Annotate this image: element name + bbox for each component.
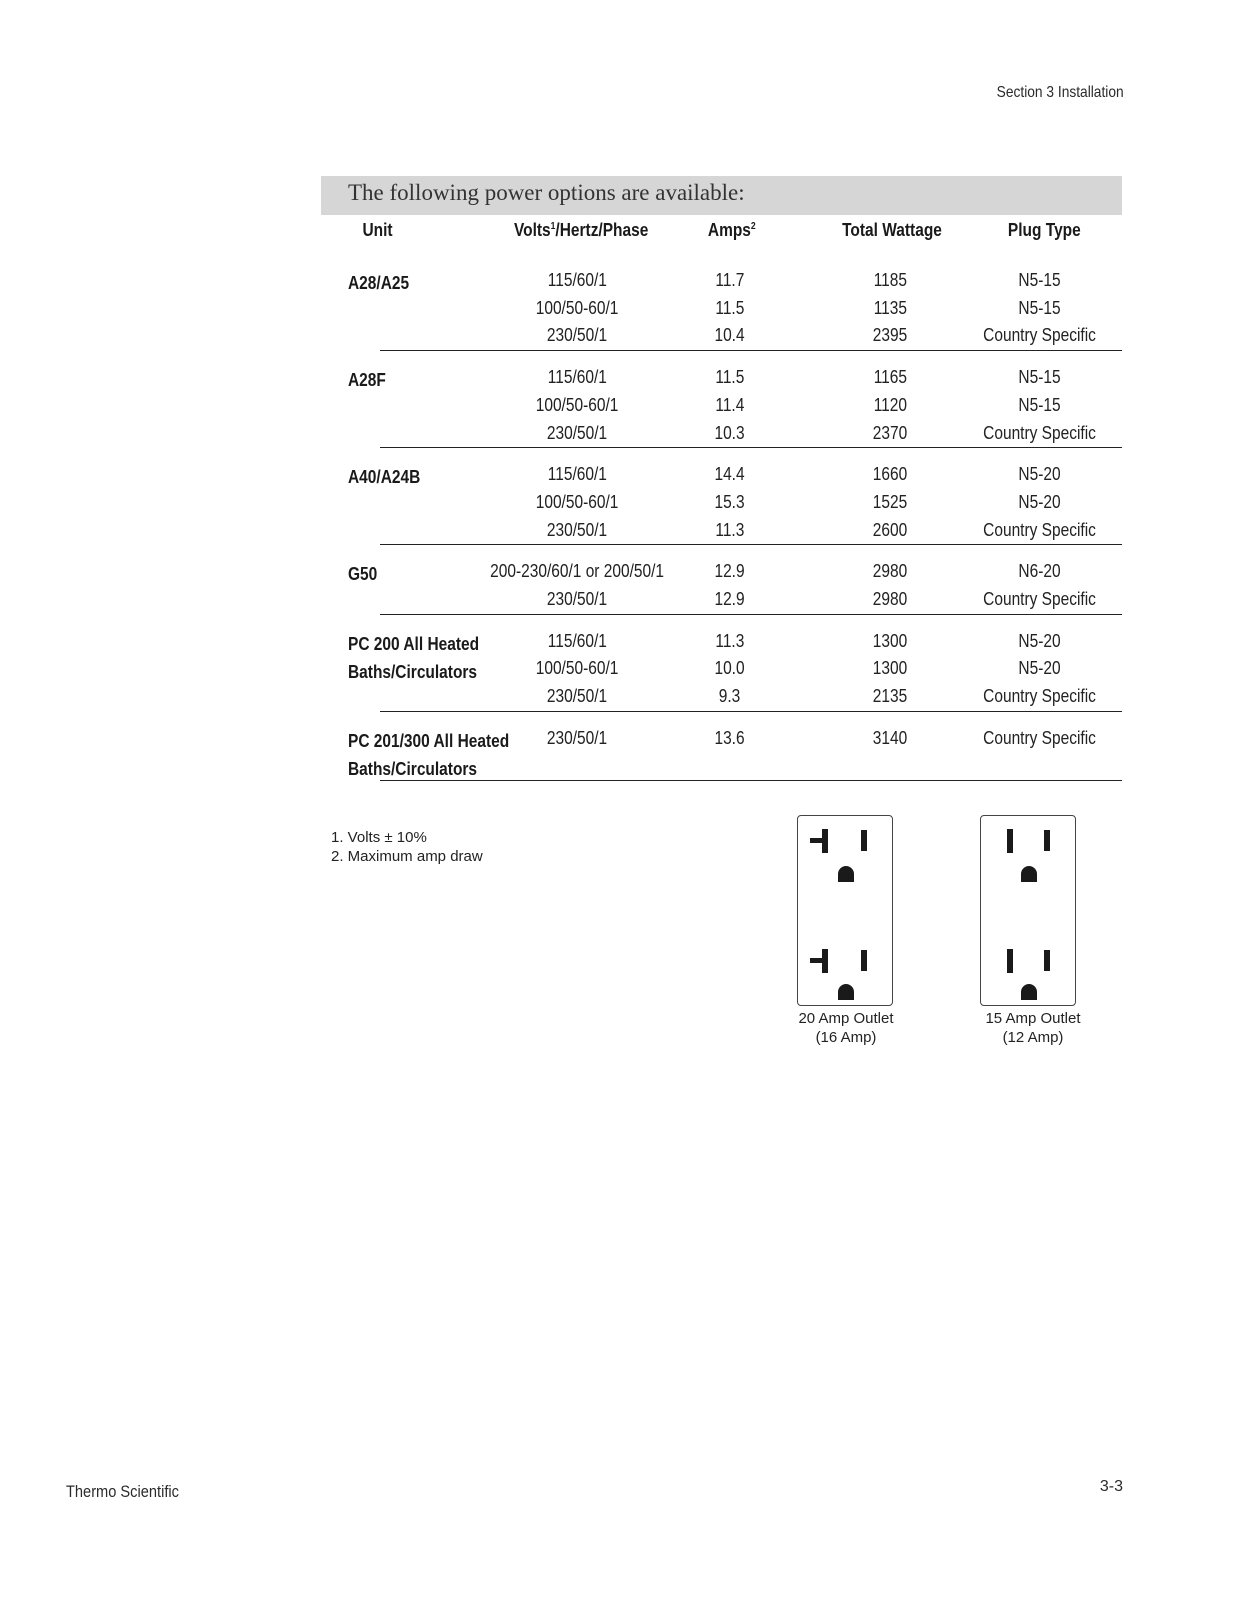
cell-plug: Country Specific xyxy=(983,325,1097,346)
column-header-wattage: Total Wattage xyxy=(842,220,942,240)
cell-amps: 11.5 xyxy=(715,367,745,388)
cell-wattage: 1660 xyxy=(872,464,908,485)
column-header-plug: Plug Type xyxy=(1007,220,1081,240)
cell-wattage: 3140 xyxy=(872,727,908,748)
cell-plug: N5-15 xyxy=(1018,394,1062,415)
column-header-unit: Unit xyxy=(362,220,393,240)
footer-brand: Thermo Scientific xyxy=(66,1482,179,1501)
footnote-1: 1. Volts ± 10% xyxy=(331,829,427,846)
group-divider xyxy=(380,614,1122,615)
column-header-amps: Amps$^2$ xyxy=(707,220,756,240)
cell-plug: N5-20 xyxy=(1018,658,1062,679)
cell-amps: 11.5 xyxy=(715,297,745,318)
15-amp-outlet-icon xyxy=(980,815,1076,1006)
cell-amps: 11.3 xyxy=(715,630,745,651)
20-amp-outlet-icon xyxy=(797,815,893,1006)
cell-amps: 10.4 xyxy=(714,325,746,346)
cell-wattage: 1165 xyxy=(873,367,907,388)
cell-volts: 115/60/1 xyxy=(547,367,607,388)
cell-volts: 100/50-60/1 xyxy=(535,658,619,679)
page-number: 3-3 xyxy=(1099,1478,1123,1495)
unit-name: A28/A25 xyxy=(348,273,410,293)
cell-plug: Country Specific xyxy=(983,686,1097,707)
cell-volts: 115/60/1 xyxy=(547,270,607,290)
20-amp-outlet-caption: 20 Amp Outlet (16 Amp) xyxy=(798,1010,894,1046)
cell-wattage: 1120 xyxy=(873,394,907,415)
unit-name: PC 201/300 All Heated Baths/Circulators xyxy=(348,730,510,779)
cell-volts: 200-230/60/1 or 200/50/1 xyxy=(490,561,664,582)
15-amp-outlet-caption: 15 Amp Outlet (12 Amp) xyxy=(985,1010,1081,1046)
unit-name: G50 xyxy=(348,564,378,585)
cell-wattage: 1185 xyxy=(873,270,907,290)
table-title: The following power options are available: xyxy=(348,180,745,205)
group-divider xyxy=(380,711,1122,712)
cell-volts: 115/60/1 xyxy=(547,464,607,485)
cell-wattage: 2370 xyxy=(872,422,908,443)
unit-name: A28F xyxy=(348,370,386,391)
cell-plug: Country Specific xyxy=(983,589,1097,609)
cell-wattage: 1300 xyxy=(872,630,908,651)
cell-amps: 9.3 xyxy=(719,686,741,707)
group-divider xyxy=(380,350,1122,351)
cell-plug: N5-20 xyxy=(1018,630,1062,651)
cell-amps: 11.3 xyxy=(715,519,745,540)
cell-volts: 230/50/1 xyxy=(546,727,608,748)
cell-volts: 230/50/1 xyxy=(546,686,608,707)
footnote-2: 2. Maximum amp draw xyxy=(331,848,483,865)
cell-wattage: 1525 xyxy=(872,491,908,512)
cell-amps: 10.3 xyxy=(714,422,746,443)
cell-volts: 100/50-60/1 xyxy=(535,394,619,415)
cell-amps: 15.3 xyxy=(714,491,746,512)
unit-name: PC 200 All Heated Baths/Circulators xyxy=(348,633,480,682)
cell-volts: 230/50/1 xyxy=(546,589,608,609)
cell-plug: N5-15 xyxy=(1018,270,1062,290)
cell-volts: 100/50-60/1 xyxy=(535,297,619,318)
cell-plug: Country Specific xyxy=(983,727,1097,748)
cell-volts: 230/50/1 xyxy=(546,422,608,443)
cell-plug: Country Specific xyxy=(983,422,1097,443)
footnotes xyxy=(331,828,483,866)
cell-wattage: 2980 xyxy=(872,589,908,609)
cell-plug: N5-15 xyxy=(1018,297,1062,318)
cell-wattage: 1300 xyxy=(872,658,908,679)
cell-wattage: 2135 xyxy=(872,686,908,707)
table-title-banner xyxy=(321,176,1122,215)
cell-wattage: 1135 xyxy=(873,297,907,318)
cell-plug: N5-15 xyxy=(1018,367,1062,388)
cell-volts: 115/60/1 xyxy=(547,630,607,651)
cell-wattage: 2600 xyxy=(872,519,908,540)
cell-plug: N5-20 xyxy=(1018,464,1062,485)
cell-wattage: 2980 xyxy=(872,561,908,582)
cell-amps: 11.4 xyxy=(715,394,745,415)
group-divider xyxy=(380,544,1122,545)
cell-volts: 230/50/1 xyxy=(546,325,608,346)
cell-amps: 14.4 xyxy=(714,464,746,485)
cell-amps: 13.6 xyxy=(714,727,746,748)
cell-volts: 230/50/1 xyxy=(546,519,608,540)
cell-plug: N6-20 xyxy=(1018,561,1062,582)
cell-amps: 10.0 xyxy=(714,658,746,679)
cell-volts: 100/50-60/1 xyxy=(535,491,619,512)
cell-plug: N5-20 xyxy=(1018,491,1062,512)
group-divider xyxy=(380,447,1122,448)
cell-plug: Country Specific xyxy=(983,519,1097,540)
cell-amps: 12.9 xyxy=(714,589,746,609)
group-divider xyxy=(380,780,1122,781)
cell-amps: 12.9 xyxy=(714,561,746,582)
unit-name: A40/A24B xyxy=(348,467,421,488)
cell-wattage: 2395 xyxy=(872,325,908,346)
cell-amps: 11.7 xyxy=(715,270,745,290)
section-header: Section 3 Installation xyxy=(997,84,1124,101)
column-header-volts: Volts$^1$/Hertz/Phase xyxy=(513,220,649,240)
